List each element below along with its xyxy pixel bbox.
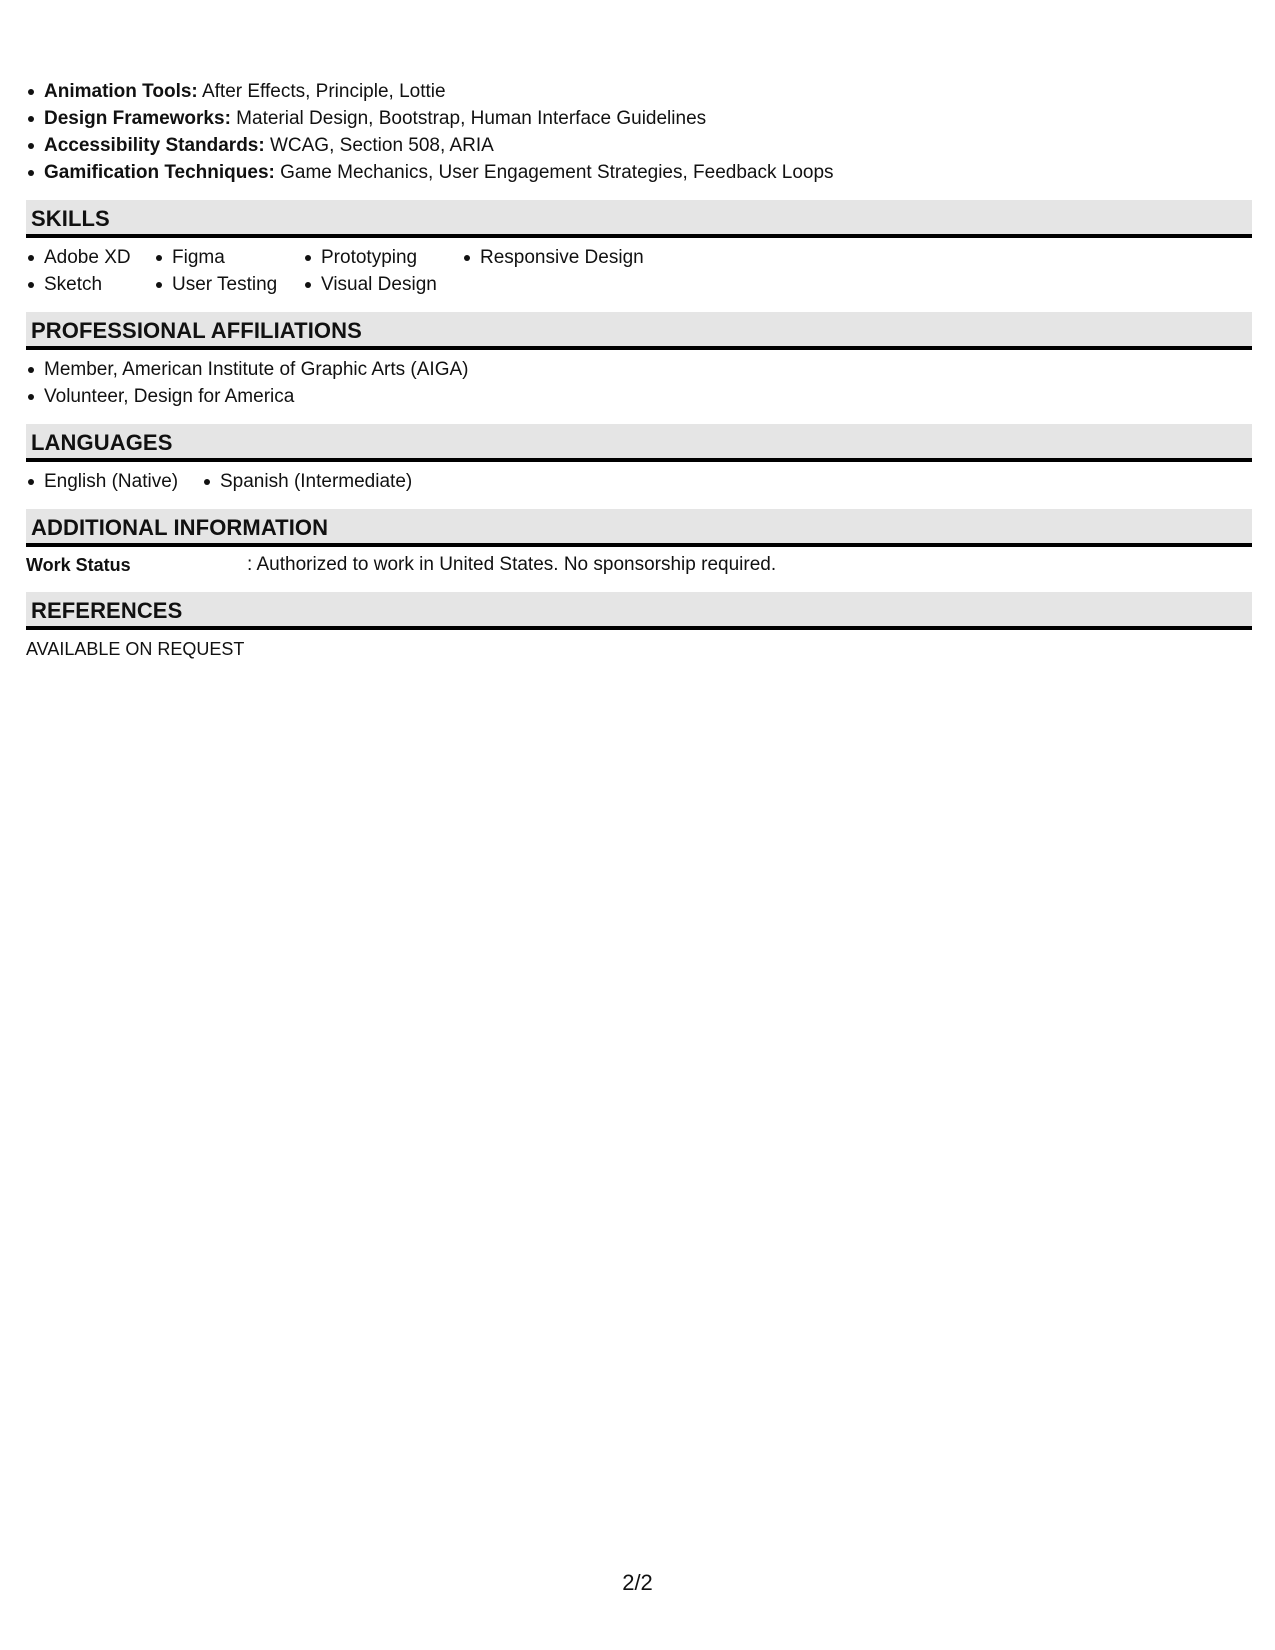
work-status-row — [26, 552, 1252, 578]
resume-page — [26, 78, 1252, 662]
skills-column — [26, 244, 154, 298]
skill-item: User Testing — [172, 271, 303, 298]
item-label: Design Frameworks: — [44, 108, 231, 129]
work-status-value: : Authorized to work in United States. No sponsorship required. — [247, 554, 777, 575]
item-value: Material Design, Bootstrap, Human Interface Guidelines — [230, 108, 707, 129]
skills-column — [154, 244, 303, 298]
list-item — [44, 132, 1252, 159]
tools-list — [26, 78, 1252, 186]
page-number: 2/2 — [622, 1570, 653, 1595]
list-item — [44, 105, 1252, 132]
work-status-label: Work Status — [26, 555, 131, 575]
languages-list — [26, 468, 1252, 495]
skill-item: Adobe XD — [44, 244, 154, 271]
affiliation-item: Volunteer, Design for America — [44, 383, 1252, 410]
skill-item: Prototyping — [321, 244, 462, 271]
language-column — [26, 468, 202, 495]
skill-item: Sketch — [44, 271, 154, 298]
list-item — [44, 159, 1252, 186]
references-header: REFERENCES — [26, 592, 1252, 630]
affiliation-item: Member, American Institute of Graphic Arts (AIGA) — [44, 356, 1252, 383]
affiliations-header: PROFESSIONAL AFFILIATIONS — [26, 312, 1252, 350]
item-label: Animation Tools: — [44, 81, 198, 102]
item-value: WCAG, Section 508, ARIA — [264, 135, 494, 156]
skill-item: Visual Design — [321, 271, 462, 298]
language-item: English (Native) — [44, 468, 202, 495]
list-item — [44, 78, 1252, 105]
language-column — [202, 468, 412, 495]
language-item: Spanish (Intermediate) — [220, 468, 412, 495]
skills-grid — [26, 244, 1252, 298]
skills-header: SKILLS — [26, 200, 1252, 238]
languages-header: LANGUAGES — [26, 424, 1252, 462]
item-value: Game Mechanics, User Engagement Strategies, Feedback Loops — [274, 162, 834, 183]
skills-column — [303, 244, 462, 298]
skills-column — [462, 244, 780, 298]
item-value: After Effects, Principle, Lottie — [197, 81, 446, 102]
skill-item: Figma — [172, 244, 303, 271]
item-label: Gamification Techniques: — [44, 162, 275, 183]
references-text: AVAILABLE ON REQUEST — [26, 639, 245, 659]
skill-item: Responsive Design — [480, 244, 780, 271]
affiliations-list — [26, 356, 1252, 410]
additional-info-header: ADDITIONAL INFORMATION — [26, 509, 1252, 547]
item-label: Accessibility Standards: — [44, 135, 265, 156]
